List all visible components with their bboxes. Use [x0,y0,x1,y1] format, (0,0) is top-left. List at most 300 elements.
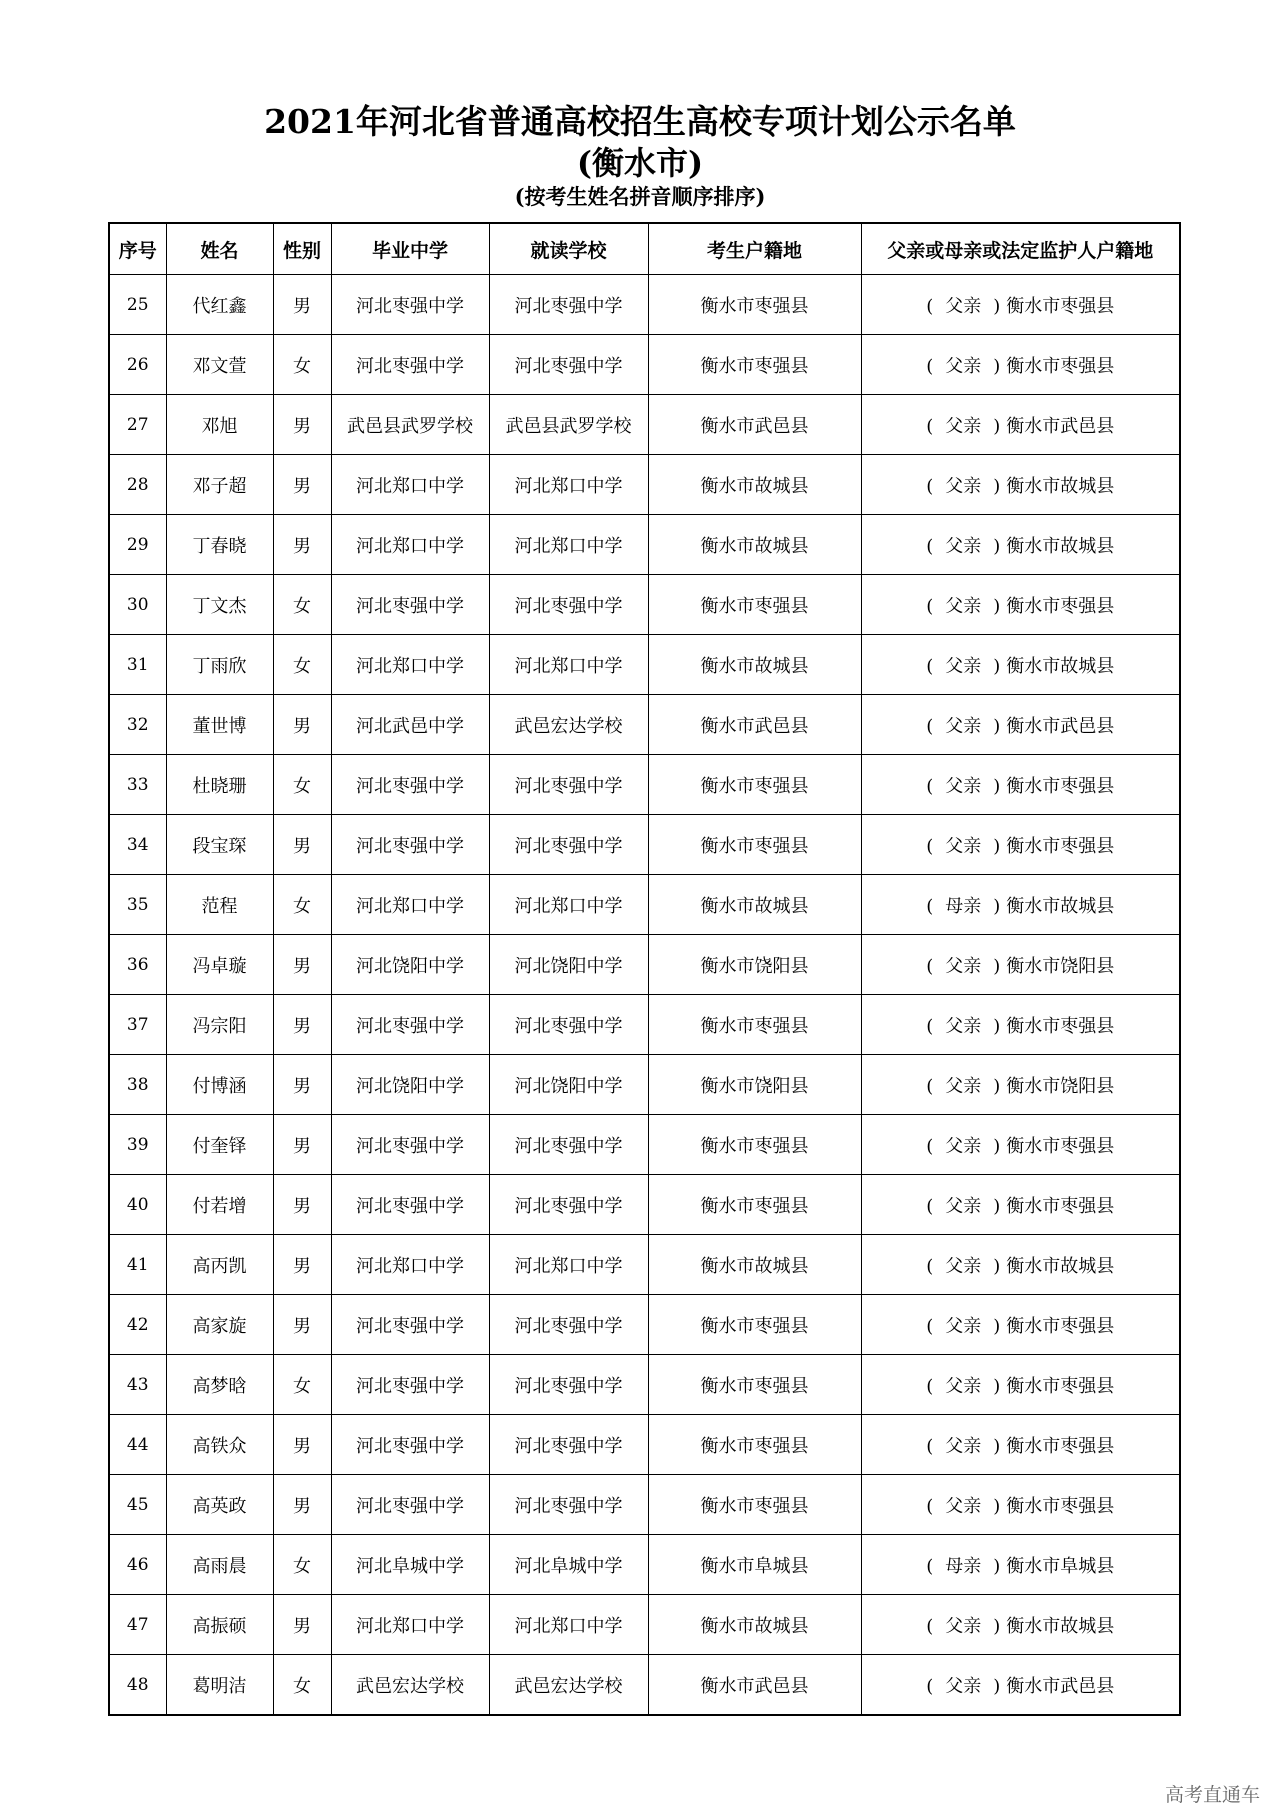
cell-name: 冯卓璇 [166,935,273,995]
guardian-residence: 衡水市枣强县 [1006,595,1115,617]
guardian-residence: 衡水市阜城县 [1006,1555,1115,1577]
cell-gender: 男 [273,1415,331,1475]
cell-no: 46 [109,1535,166,1595]
cell-no: 33 [109,755,166,815]
guardian-residence: 衡水市枣强县 [1006,835,1115,857]
cell-guardian-residence [861,1595,1180,1655]
table-row [109,275,1180,335]
paren-open: ( [926,655,934,677]
cell-name: 高雨晨 [166,1535,273,1595]
cell-current-school: 河北郑口中学 [489,1235,648,1295]
cell-current-school: 河北饶阳中学 [489,1055,648,1115]
guardian-residence: 衡水市故城县 [1006,1615,1115,1637]
cell-no: 47 [109,1595,166,1655]
cell-residence: 衡水市阜城县 [648,1535,861,1595]
cell-no: 39 [109,1115,166,1175]
cell-name: 丁文杰 [166,575,273,635]
header-residence: 考生户籍地 [648,223,861,275]
guardian-residence: 衡水市故城县 [1006,535,1115,557]
cell-grad-school: 河北郑口中学 [331,455,489,515]
cell-gender: 女 [273,755,331,815]
guardian-relation: 母亲 [945,1555,982,1577]
cell-gender: 女 [273,1655,331,1716]
cell-current-school: 河北枣强中学 [489,995,648,1055]
guardian-residence: 衡水市故城县 [1006,475,1115,497]
cell-no: 43 [109,1355,166,1415]
cell-no: 28 [109,455,166,515]
table-row [109,1595,1180,1655]
cell-no: 30 [109,575,166,635]
cell-name: 付若增 [166,1175,273,1235]
paren-open: ( [926,1675,934,1697]
cell-residence: 衡水市故城县 [648,1595,861,1655]
cell-current-school: 河北枣强中学 [489,1415,648,1475]
cell-no: 38 [109,1055,166,1115]
cell-residence: 衡水市饶阳县 [648,1055,861,1115]
header-no: 序号 [109,223,166,275]
cell-residence: 衡水市枣强县 [648,755,861,815]
paren-close: ) [993,1375,1001,1397]
paren-close: ) [993,835,1001,857]
paren-close: ) [993,1495,1001,1517]
guardian-relation: 父亲 [945,955,982,977]
cell-guardian-residence [861,1355,1180,1415]
cell-residence: 衡水市枣强县 [648,995,861,1055]
guardian-relation: 父亲 [945,1135,982,1157]
paren-close: ) [993,1135,1001,1157]
guardian-relation: 父亲 [945,1675,982,1697]
paren-close: ) [993,1015,1001,1037]
cell-current-school: 武邑宏达学校 [489,695,648,755]
guardian-relation: 父亲 [945,295,982,317]
guardian-relation: 父亲 [945,1075,982,1097]
cell-no: 35 [109,875,166,935]
cell-gender: 男 [273,695,331,755]
paren-open: ( [926,1615,934,1637]
table-row [109,395,1180,455]
cell-no: 42 [109,1295,166,1355]
cell-name: 范程 [166,875,273,935]
cell-name: 高丙凯 [166,1235,273,1295]
cell-no: 34 [109,815,166,875]
cell-no: 37 [109,995,166,1055]
cell-grad-school: 河北枣强中学 [331,275,489,335]
cell-gender: 女 [273,635,331,695]
cell-residence: 衡水市枣强县 [648,1475,861,1535]
cell-guardian-residence [861,815,1180,875]
paren-open: ( [926,1075,934,1097]
guardian-residence: 衡水市饶阳县 [1006,1075,1115,1097]
cell-current-school: 河北饶阳中学 [489,935,648,995]
guardian-residence: 衡水市枣强县 [1006,1015,1115,1037]
cell-grad-school: 河北枣强中学 [331,1175,489,1235]
cell-current-school: 河北枣强中学 [489,755,648,815]
cell-guardian-residence [861,695,1180,755]
table-row [109,1295,1180,1355]
cell-grad-school: 河北枣强中学 [331,1415,489,1475]
cell-no: 27 [109,395,166,455]
cell-guardian-residence [861,935,1180,995]
cell-guardian-residence [861,875,1180,935]
guardian-relation: 母亲 [945,895,982,917]
guardian-residence: 衡水市枣强县 [1006,295,1115,317]
cell-guardian-residence [861,1415,1180,1475]
guardian-residence: 衡水市枣强县 [1006,1195,1115,1217]
paren-close: ) [993,355,1001,377]
cell-grad-school: 河北枣强中学 [331,1115,489,1175]
table-row [109,1415,1180,1475]
cell-current-school: 河北枣强中学 [489,1175,648,1235]
cell-grad-school: 河北枣强中学 [331,1475,489,1535]
paren-open: ( [926,1375,934,1397]
cell-current-school: 河北郑口中学 [489,875,648,935]
cell-name: 邓子超 [166,455,273,515]
guardian-residence: 衡水市枣强县 [1006,1435,1115,1457]
cell-current-school: 河北枣强中学 [489,335,648,395]
table-row [109,755,1180,815]
cell-gender: 男 [273,455,331,515]
cell-grad-school: 武邑宏达学校 [331,1655,489,1716]
cell-guardian-residence [861,635,1180,695]
cell-current-school: 武邑县武罗学校 [489,395,648,455]
header-row [109,223,1180,275]
cell-name: 冯宗阳 [166,995,273,1055]
paren-open: ( [926,835,934,857]
guardian-relation: 父亲 [945,715,982,737]
cell-gender: 男 [273,995,331,1055]
page-title: 2021年河北省普通高校招生高校专项计划公示名单 [264,102,1016,141]
cell-current-school: 河北枣强中学 [489,575,648,635]
paren-open: ( [926,415,934,437]
guardian-relation: 父亲 [945,355,982,377]
guardian-residence: 衡水市故城县 [1006,655,1115,677]
guardian-relation: 父亲 [945,775,982,797]
cell-residence: 衡水市故城县 [648,875,861,935]
guardian-relation: 父亲 [945,1195,982,1217]
cell-residence: 衡水市枣强县 [648,335,861,395]
table-row [109,575,1180,635]
cell-guardian-residence [861,1235,1180,1295]
cell-current-school: 武邑宏达学校 [489,1655,648,1716]
cell-guardian-residence [861,995,1180,1055]
paren-close: ) [993,475,1001,497]
cell-no: 40 [109,1175,166,1235]
cell-name: 高振硕 [166,1595,273,1655]
cell-current-school: 河北阜城中学 [489,1535,648,1595]
paren-open: ( [926,1495,934,1517]
table-row [109,1175,1180,1235]
cell-gender: 男 [273,935,331,995]
guardian-residence: 衡水市枣强县 [1006,355,1115,377]
cell-name: 葛明洁 [166,1655,273,1716]
paren-open: ( [926,775,934,797]
cell-current-school: 河北枣强中学 [489,1115,648,1175]
cell-current-school: 河北枣强中学 [489,1295,648,1355]
paren-close: ) [993,775,1001,797]
cell-name: 邓文萱 [166,335,273,395]
cell-guardian-residence [861,335,1180,395]
paren-close: ) [993,1555,1001,1577]
cell-residence: 衡水市枣强县 [648,1175,861,1235]
cell-guardian-residence [861,1475,1180,1535]
guardian-residence: 衡水市武邑县 [1006,1675,1115,1697]
cell-gender: 男 [273,1055,331,1115]
cell-residence: 衡水市故城县 [648,635,861,695]
paren-open: ( [926,715,934,737]
table-row [109,1355,1180,1415]
cell-gender: 男 [273,395,331,455]
table-row [109,335,1180,395]
paren-open: ( [926,595,934,617]
paren-open: ( [926,1015,934,1037]
table-row [109,1235,1180,1295]
cell-no: 44 [109,1415,166,1475]
header-current-school: 就读学校 [489,223,648,275]
cell-current-school: 河北枣强中学 [489,815,648,875]
cell-residence: 衡水市枣强县 [648,575,861,635]
table-row [109,1535,1180,1595]
cell-name: 丁春晓 [166,515,273,575]
table-row [109,1115,1180,1175]
cell-grad-school: 河北枣强中学 [331,335,489,395]
cell-grad-school: 河北枣强中学 [331,575,489,635]
cell-guardian-residence [861,1295,1180,1355]
cell-grad-school: 河北郑口中学 [331,875,489,935]
guardian-relation: 父亲 [945,595,982,617]
guardian-relation: 父亲 [945,1015,982,1037]
guardian-residence: 衡水市枣强县 [1006,1375,1115,1397]
cell-gender: 女 [273,335,331,395]
cell-grad-school: 河北郑口中学 [331,515,489,575]
cell-gender: 女 [273,1535,331,1595]
paren-close: ) [993,895,1001,917]
cell-name: 付博涵 [166,1055,273,1115]
cell-grad-school: 河北郑口中学 [331,1235,489,1295]
guardian-residence: 衡水市枣强县 [1006,775,1115,797]
cell-guardian-residence [861,1055,1180,1115]
cell-residence: 衡水市故城县 [648,1235,861,1295]
guardian-residence: 衡水市枣强县 [1006,1315,1115,1337]
cell-residence: 衡水市枣强县 [648,275,861,335]
cell-residence: 衡水市枣强县 [648,815,861,875]
paren-open: ( [926,895,934,917]
cell-residence: 衡水市枣强县 [648,1415,861,1475]
table-row [109,995,1180,1055]
paren-close: ) [993,955,1001,977]
paren-close: ) [993,1315,1001,1337]
page-subtitle: (衡水市) [576,144,704,182]
cell-name: 丁雨欣 [166,635,273,695]
cell-gender: 男 [273,1115,331,1175]
cell-gender: 男 [273,815,331,875]
paren-close: ) [993,595,1001,617]
cell-no: 45 [109,1475,166,1535]
cell-current-school: 河北枣强中学 [489,275,648,335]
guardian-relation: 父亲 [945,535,982,557]
guardian-relation: 父亲 [945,1375,982,1397]
cell-current-school: 河北郑口中学 [489,1595,648,1655]
cell-grad-school: 河北饶阳中学 [331,935,489,995]
paren-close: ) [993,295,1001,317]
guardian-residence: 衡水市饶阳县 [1006,955,1115,977]
cell-residence: 衡水市枣强县 [648,1355,861,1415]
paren-close: ) [993,1615,1001,1637]
cell-guardian-residence [861,455,1180,515]
cell-no: 26 [109,335,166,395]
cell-guardian-residence [861,1115,1180,1175]
guardian-relation: 父亲 [945,1495,982,1517]
paren-close: ) [993,1435,1001,1457]
paren-close: ) [993,655,1001,677]
table-row [109,1475,1180,1535]
cell-name: 杜晓珊 [166,755,273,815]
cell-gender: 女 [273,875,331,935]
sort-note: (按考生姓名拼音顺序排序) [514,184,766,209]
table-row [109,635,1180,695]
table-row [109,1055,1180,1115]
guardian-relation: 父亲 [945,835,982,857]
cell-grad-school: 河北阜城中学 [331,1535,489,1595]
table-row [109,815,1180,875]
cell-no: 36 [109,935,166,995]
guardian-relation: 父亲 [945,415,982,437]
cell-current-school: 河北枣强中学 [489,1475,648,1535]
cell-name: 付奎铎 [166,1115,273,1175]
paren-close: ) [993,1255,1001,1277]
guardian-residence: 衡水市枣强县 [1006,1135,1115,1157]
guardian-residence: 衡水市武邑县 [1006,415,1115,437]
paren-open: ( [926,1435,934,1457]
cell-grad-school: 河北武邑中学 [331,695,489,755]
cell-grad-school: 河北郑口中学 [331,1595,489,1655]
guardian-relation: 父亲 [945,1615,982,1637]
paren-close: ) [993,1675,1001,1697]
cell-current-school: 河北枣强中学 [489,1355,648,1415]
cell-gender: 男 [273,275,331,335]
cell-residence: 衡水市枣强县 [648,1295,861,1355]
cell-name: 邓旭 [166,395,273,455]
cell-residence: 衡水市故城县 [648,455,861,515]
header-grad-school: 毕业中学 [331,223,489,275]
cell-guardian-residence [861,395,1180,455]
cell-no: 48 [109,1655,166,1716]
paren-close: ) [993,1075,1001,1097]
guardian-relation: 父亲 [945,1255,982,1277]
roster-table [108,222,1181,1716]
cell-no: 41 [109,1235,166,1295]
cell-gender: 男 [273,1295,331,1355]
cell-gender: 男 [273,1235,331,1295]
table-row [109,875,1180,935]
cell-no: 32 [109,695,166,755]
cell-guardian-residence [861,1655,1180,1716]
paren-open: ( [926,535,934,557]
cell-name: 高梦晗 [166,1355,273,1415]
cell-residence: 衡水市武邑县 [648,1655,861,1716]
guardian-relation: 父亲 [945,655,982,677]
cell-guardian-residence [861,1535,1180,1595]
guardian-residence: 衡水市武邑县 [1006,715,1115,737]
cell-gender: 男 [273,1595,331,1655]
table-row [109,695,1180,755]
cell-gender: 女 [273,575,331,635]
cell-name: 高家旋 [166,1295,273,1355]
cell-current-school: 河北郑口中学 [489,515,648,575]
cell-guardian-residence [861,275,1180,335]
cell-no: 25 [109,275,166,335]
paren-open: ( [926,295,934,317]
paren-open: ( [926,355,934,377]
header-guardian-residence: 父亲或母亲或法定监护人户籍地 [861,223,1180,275]
paren-open: ( [926,1255,934,1277]
cell-grad-school: 河北枣强中学 [331,815,489,875]
cell-gender: 男 [273,1475,331,1535]
cell-name: 高英政 [166,1475,273,1535]
cell-residence: 衡水市武邑县 [648,395,861,455]
paren-open: ( [926,475,934,497]
cell-residence: 衡水市饶阳县 [648,935,861,995]
cell-grad-school: 武邑县武罗学校 [331,395,489,455]
paren-close: ) [993,535,1001,557]
cell-gender: 女 [273,1355,331,1415]
paren-open: ( [926,1555,934,1577]
cell-grad-school: 河北饶阳中学 [331,1055,489,1115]
guardian-residence: 衡水市故城县 [1006,1255,1115,1277]
table-row [109,935,1180,995]
paren-close: ) [993,415,1001,437]
cell-guardian-residence [861,1175,1180,1235]
cell-grad-school: 河北枣强中学 [331,755,489,815]
cell-current-school: 河北郑口中学 [489,635,648,695]
cell-gender: 男 [273,1175,331,1235]
cell-guardian-residence [861,755,1180,815]
table-row [109,1655,1180,1716]
cell-name: 董世博 [166,695,273,755]
guardian-residence: 衡水市枣强县 [1006,1495,1115,1517]
header-name: 姓名 [166,223,273,275]
cell-guardian-residence [861,515,1180,575]
cell-grad-school: 河北枣强中学 [331,1355,489,1415]
header-gender: 性别 [273,223,331,275]
paren-open: ( [926,1195,934,1217]
guardian-relation: 父亲 [945,1315,982,1337]
table-row [109,515,1180,575]
paren-open: ( [926,1135,934,1157]
guardian-residence: 衡水市故城县 [1006,895,1115,917]
cell-no: 29 [109,515,166,575]
cell-residence: 衡水市故城县 [648,515,861,575]
cell-grad-school: 河北枣强中学 [331,1295,489,1355]
watermark-text: 高考直通车 [1164,1784,1260,1806]
cell-name: 段宝琛 [166,815,273,875]
cell-residence: 衡水市武邑县 [648,695,861,755]
paren-close: ) [993,715,1001,737]
cell-name: 高铁众 [166,1415,273,1475]
cell-current-school: 河北郑口中学 [489,455,648,515]
cell-guardian-residence [861,575,1180,635]
cell-grad-school: 河北枣强中学 [331,995,489,1055]
roster-body [109,275,1180,1716]
paren-open: ( [926,955,934,977]
paren-open: ( [926,1315,934,1337]
table-row [109,455,1180,515]
cell-residence: 衡水市枣强县 [648,1115,861,1175]
paren-close: ) [993,1195,1001,1217]
cell-name: 代红鑫 [166,275,273,335]
cell-no: 31 [109,635,166,695]
cell-gender: 男 [273,515,331,575]
guardian-relation: 父亲 [945,1435,982,1457]
